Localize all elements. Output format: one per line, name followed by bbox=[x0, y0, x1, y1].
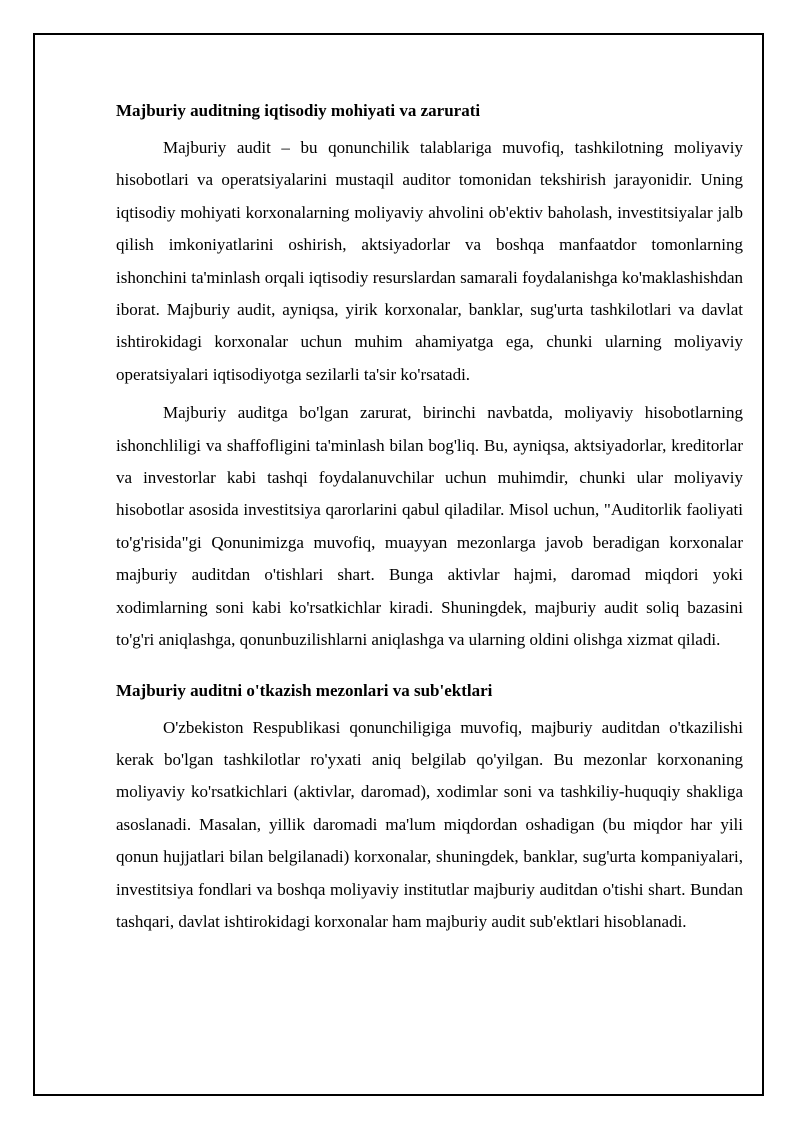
document-body bbox=[116, 96, 743, 944]
paragraph: Majburiy auditga bo'lgan zarurat, birinchi navbatda, moliyaviy hisobotlarning ishonchliligi va shaffofligini ta'minlash bilan bog'liq. Bu, ayniqsa, aktsiyadorlar, kreditorlar va investorlar kabi tashqi foydalanuvchilar uchun muhimdir, chunki ular moliyaviy hisobotlar asosida investitsiya qarorlarini qabul qiladilar. Misol uchun, "Auditorlik faoliyati to'g'risida"gi Qonunimizga muvofiq, muayyan mezonlarga javob beradigan korxonalar majburiy auditdan o'tishlari shart. Bunga aktivlar hajmi, daromad miqdori yoki xodimlarning soni kabi ko'rsatkichlar kiradi. Shuningdek, majburiy audit soliq bazasini to'g'ri aniqlashga, qonunbuzilishlarni aniqlashga va ularning oldini olishga xizmat qiladi. bbox=[116, 403, 743, 650]
paragraph: O'zbekiston Respublikasi qonunchiligiga muvofiq, majburiy auditdan o'tkazilishi kerak bo'lgan tashkilotlar ro'yxati aniq belgilab qo'yilgan. Bu mezonlar korxonaning moliyaviy ko'rsatkichlari (aktivlar, daromad), xodimlar soni va tashkiliy-huquqiy shakliga asoslanadi. Masalan, yillik daromadi ma'lum miqdordan oshadigan (bu miqdor har yili qonun hujjatlari bilan belgilanadi) korxonalar, shuningdek, banklar, sug'urta kompaniyalari, investitsiya fondlari va boshqa moliyaviy institutlar majburiy auditdan o'tishi shart. Bundan tashqari, davlat ishtirokidagi korxonalar ham majburiy audit sub'ektlari hisoblanadi. bbox=[116, 717, 743, 931]
section-heading-economic-essence: Majburiy auditning iqtisodiy mohiyati va zarurati bbox=[116, 101, 481, 120]
section-heading-criteria-subjects: Majburiy auditni o'tkazish mezonlari va sub'ektlari bbox=[116, 680, 493, 700]
paragraph: Majburiy audit – bu qonunchilik talablariga muvofiq, tashkilotning moliyaviy hisobotlari va operatsiyalarini mustaqil auditor tomonidan tekshirish jarayonidir. Uning iqtisodiy mohiyati korxonalarning moliyaviy ahvolini ob'ektiv baholash, investitsiyalar jalb qilish imkoniyatlarini oshirish, aktsiyadorlar va boshqa manfaatdor tomonlarning ishonchini ta'minlash orqali iqtisodiy resurslardan samarali foydalanishga ko'maklashishdan iborat. Majburiy audit, ayniqsa, yirik korxonalar, banklar, sug'urta tashkilotlari va davlat ishtirokidagi korxonalar uchun muhim ahamiyatga ega, chunki ularning moliyaviy operatsiyalari iqtisodiyotga sezilarli ta'sir ko'rsatadi. bbox=[116, 138, 743, 384]
